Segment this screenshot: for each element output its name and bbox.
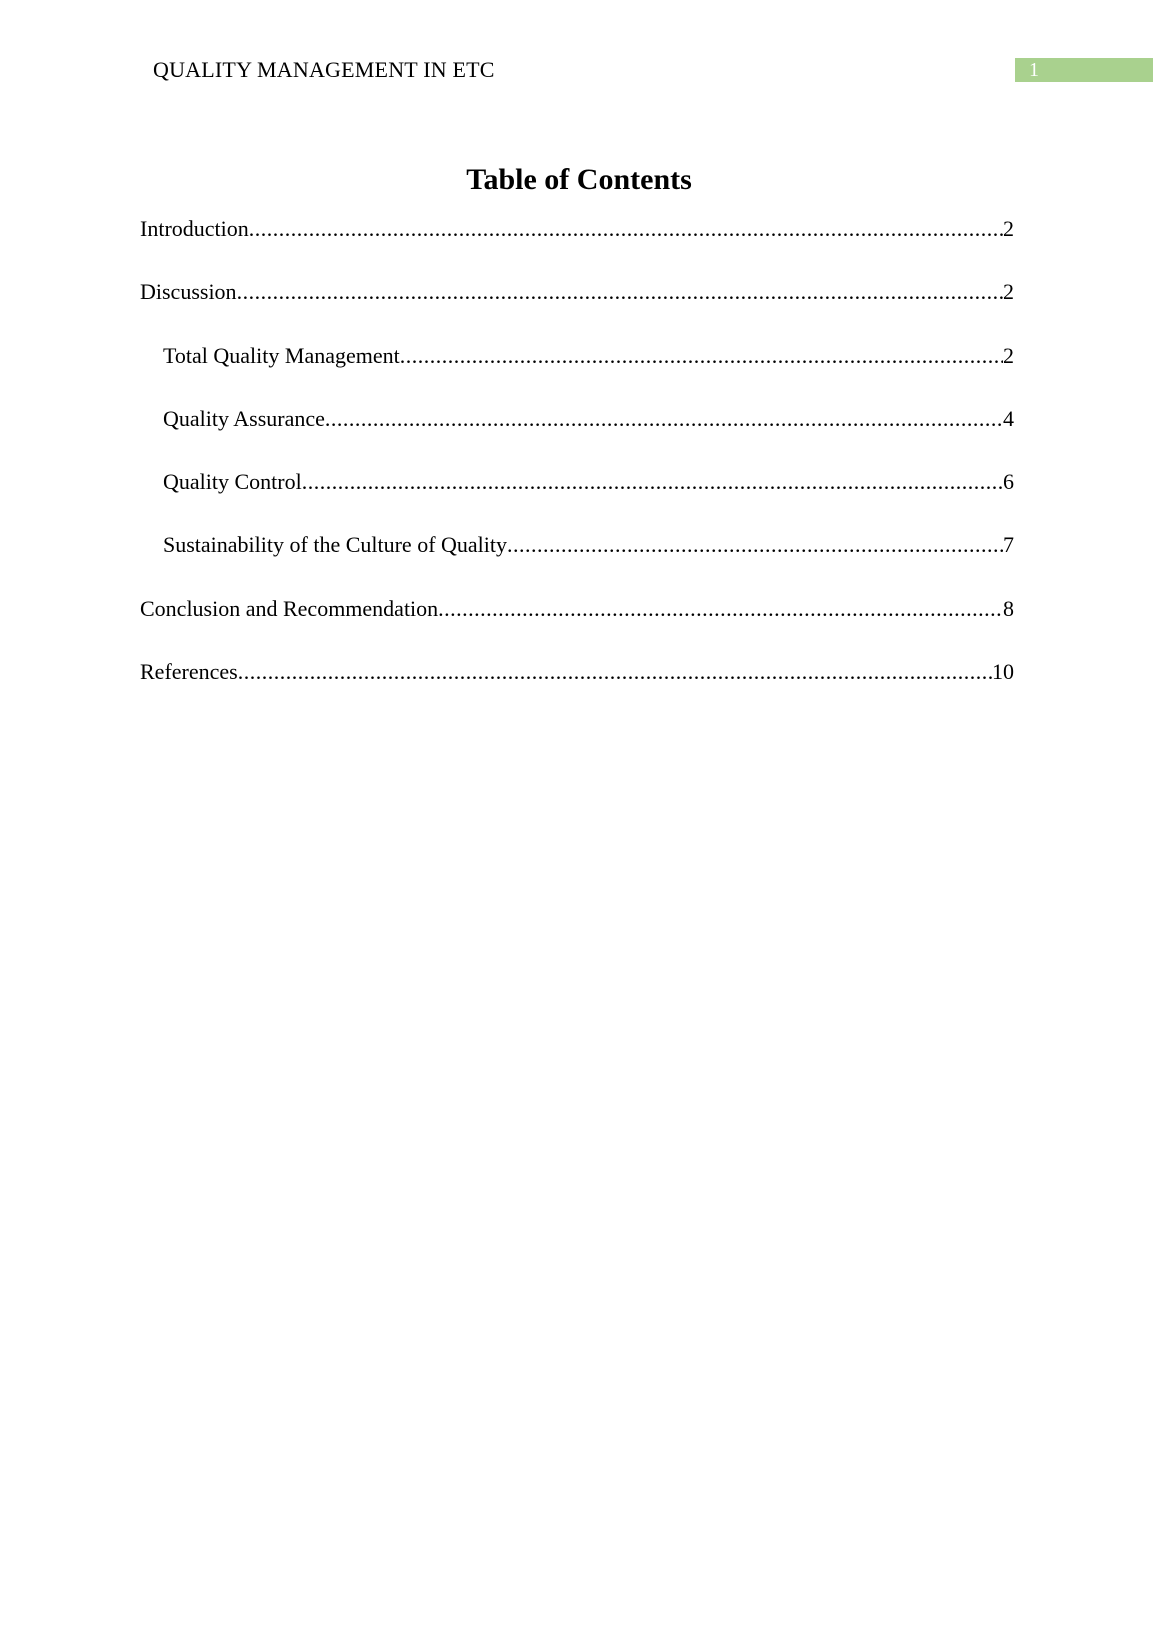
toc-entry-label: Introduction: [140, 216, 249, 241]
toc-leader-dots: [438, 594, 1003, 624]
toc-leader-dots: [325, 404, 1003, 434]
toc-entry-page: 4: [1003, 405, 1014, 431]
toc-entry-page: 6: [1003, 469, 1014, 495]
toc-entry-label: References: [140, 659, 238, 685]
toc-entry-label: Total Quality Management: [163, 342, 400, 368]
toc-list: [140, 214, 1014, 720]
toc-leader-dots: [237, 277, 1003, 307]
toc-entry-quality-assurance[interactable]: [163, 404, 1014, 467]
toc-entry-label: Quality Assurance: [163, 405, 325, 431]
toc-entry-conclusion[interactable]: [140, 594, 1014, 657]
page-number-badge: [1015, 58, 1153, 82]
toc-entry-label: Discussion: [140, 279, 237, 305]
toc-entry-label: Conclusion and Recommendation: [140, 595, 439, 621]
toc-entry-page: 7: [1003, 532, 1014, 558]
toc-entry-total-quality-management[interactable]: [163, 341, 1014, 404]
page-number: 1: [1029, 59, 1039, 81]
toc-leader-dots: [400, 341, 1003, 371]
toc-entry-label: Quality Control: [163, 469, 302, 495]
toc-entry-page: 8: [1003, 595, 1014, 621]
toc-entry-sustainability[interactable]: [163, 530, 1014, 593]
toc-entry-references[interactable]: [140, 657, 1014, 720]
toc-entry-page: 2: [1003, 342, 1014, 368]
toc-entry-label: Sustainability of the Culture of Quality: [163, 532, 508, 558]
toc-title: Table of Contents: [466, 163, 692, 196]
toc-entry-page: 2: [1003, 279, 1014, 305]
toc-leader-dots: [238, 657, 992, 687]
toc-entry-page: 10: [992, 659, 1014, 685]
toc-leader-dots: [302, 467, 1003, 497]
toc-entry-introduction[interactable]: [140, 214, 1014, 277]
toc-entry-quality-control[interactable]: [163, 467, 1014, 530]
toc-entry-discussion[interactable]: [140, 277, 1014, 340]
running-head: QUALITY MANAGEMENT IN ETC: [153, 57, 495, 82]
toc-leader-dots: [507, 530, 1003, 560]
toc-leader-dots: [249, 214, 1003, 244]
toc-entry-page: 2: [1003, 216, 1014, 241]
